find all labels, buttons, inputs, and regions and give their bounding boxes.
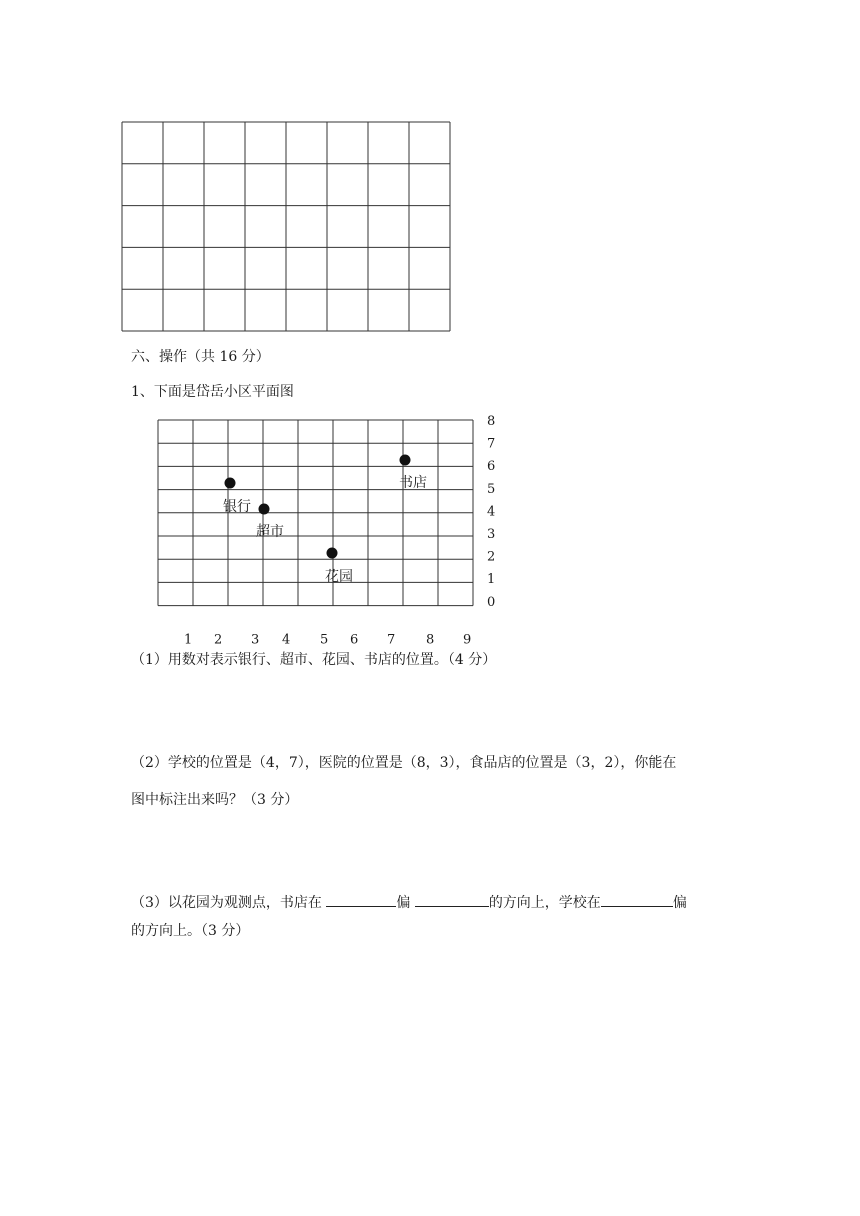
x-tick-label: 8 — [426, 632, 435, 648]
answer-blank-2[interactable] — [415, 890, 489, 907]
y-tick-label: 7 — [487, 436, 496, 452]
y-tick-label: 3 — [487, 527, 496, 542]
sub3-text-4: 偏 — [672, 895, 687, 911]
y-tick-label: 2 — [487, 549, 496, 565]
sub-question-3-line-2: 的方向上。（3 分） — [131, 923, 250, 939]
map-point-dot — [259, 504, 270, 515]
community-map — [150, 410, 496, 648]
x-tick-label: 2 — [214, 632, 223, 648]
question-title: 1、下面是岱岳小区平面图 — [131, 384, 294, 400]
empty-grid — [121, 121, 452, 333]
map-point-label: 书店 — [399, 475, 427, 491]
x-tick-label: 4 — [282, 632, 291, 648]
map-point-dot — [327, 548, 338, 559]
sub3-text-2: 偏 — [396, 895, 415, 911]
map-point-label: 超市 — [256, 524, 284, 540]
sub-question-3-line-1 — [131, 890, 687, 913]
x-tick-label: 5 — [320, 632, 329, 648]
y-tick-label: 5 — [487, 481, 496, 497]
x-tick-label: 9 — [463, 632, 472, 648]
y-tick-label: 6 — [487, 459, 496, 475]
x-tick-label: 1 — [184, 632, 193, 648]
sub3-text-1: （3）以花园为观测点，书店在 — [131, 895, 327, 911]
map-point-label: 花园 — [325, 569, 353, 585]
sub-question-2-line-1: （2）学校的位置是（4，7），医院的位置是（8，3），食品店的位置是（3，2），你能在 — [131, 755, 677, 771]
x-tick-label: 3 — [251, 632, 260, 648]
section-title: 六、操作（共 16 分） — [131, 349, 270, 365]
x-tick-label: 7 — [387, 632, 396, 648]
x-tick-label: 6 — [350, 632, 359, 648]
y-tick-label: 8 — [487, 414, 496, 429]
y-tick-label: 1 — [487, 572, 496, 588]
y-tick-label: 0 — [487, 594, 496, 610]
map-point-dot — [400, 455, 411, 466]
sub3-text-3: 的方向上，学校在 — [488, 895, 601, 911]
sub-question-2-line-2: 图中标注出来吗？（3 分） — [131, 792, 299, 808]
answer-blank-1[interactable] — [326, 890, 396, 907]
map-point-dot — [225, 478, 236, 489]
y-tick-label: 4 — [487, 504, 496, 520]
sub-question-1: （1）用数对表示银行、超市、花园、书店的位置。（4 分） — [131, 652, 497, 668]
answer-blank-3[interactable] — [601, 890, 673, 907]
map-point-label: 银行 — [223, 499, 251, 515]
